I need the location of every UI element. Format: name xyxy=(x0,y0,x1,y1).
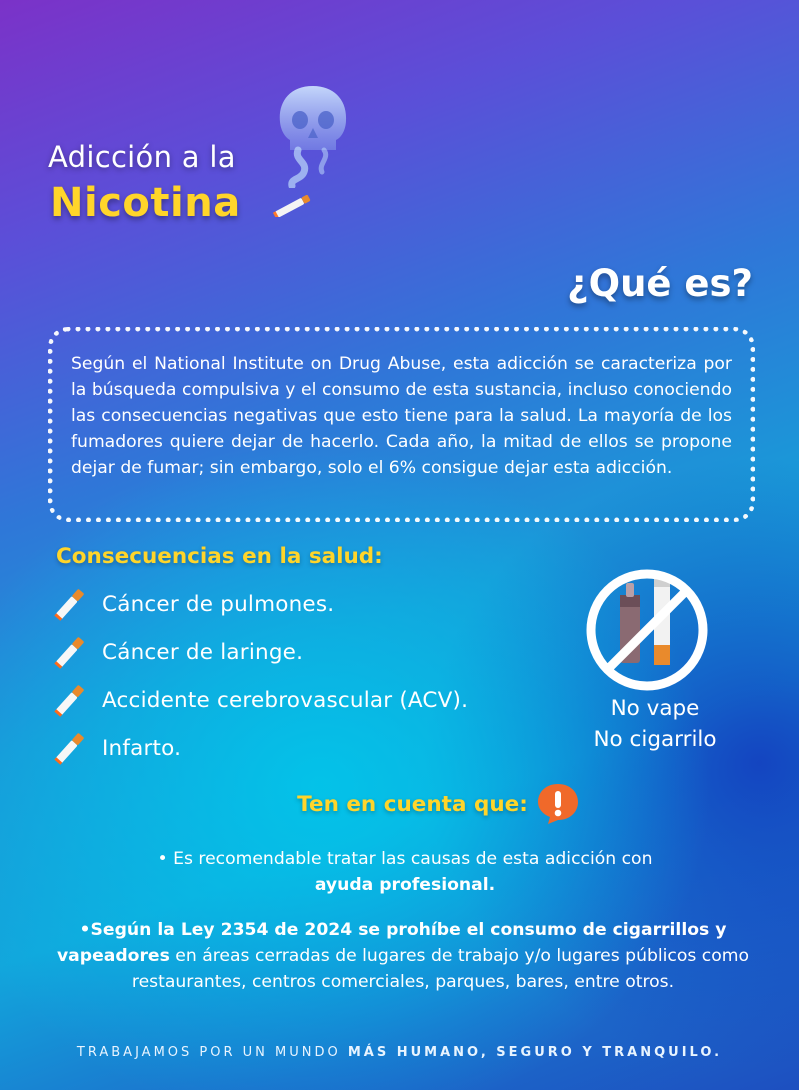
cigarette-icon xyxy=(50,632,90,672)
list-item-label: Accidente cerebrovascular (ACV). xyxy=(102,687,469,713)
section-heading-what: ¿Qué es? xyxy=(567,262,753,305)
no-vape-icon xyxy=(582,565,712,695)
keep-in-mind-header xyxy=(0,782,799,826)
title-line-1: Adicción a la xyxy=(48,140,236,174)
alert-icon xyxy=(534,782,582,826)
note-1 xyxy=(60,846,750,898)
no-vape-label xyxy=(560,693,750,755)
list-item xyxy=(50,632,303,672)
footer-slogan xyxy=(0,1045,799,1060)
list-item xyxy=(50,584,334,624)
cigarette-icon xyxy=(50,728,90,768)
note-2 xyxy=(50,917,756,995)
bullet: • xyxy=(79,920,91,940)
note-1-bold: ayuda profesional. xyxy=(314,875,496,895)
note-2-bold-b: vapeadores xyxy=(56,946,170,966)
title-line-2: Nicotina xyxy=(50,180,241,226)
smoke-skull-icon xyxy=(268,78,358,188)
note-1-text: Es recomendable tratar las causas de esta adicción con xyxy=(173,849,653,869)
bullet: • xyxy=(157,849,168,869)
list-item-label: Cáncer de laringe. xyxy=(102,639,304,665)
definition-box xyxy=(48,327,755,522)
note-2-bold-a: Según la Ley 2354 de 2024 se prohíbe el consumo de cigarrillos y xyxy=(90,920,727,940)
list-item-label: Infarto. xyxy=(102,735,182,761)
consequences-heading: Consecuencias en la salud: xyxy=(56,544,383,569)
list-item-label: Cáncer de pulmones. xyxy=(102,591,335,617)
list-item xyxy=(50,728,181,768)
cigarette-icon xyxy=(50,584,90,624)
definition-text: Según el National Institute on Drug Abuse, esta adicción se caracteriza por la búsqueda compulsiva y el consumo de esta sustancia, incluso conociendo las consecuencias negativas que esto tiene para la salud. La mayoría de los fumadores quiere dejar de hacerlo. Cada año, la mitad de ellos se propone dejar de fumar; sin embargo, solo el 6% consigue dejar esta adicción. xyxy=(71,354,732,478)
no-vape-line-2: No cigarrilo xyxy=(593,727,717,752)
cigarette-icon xyxy=(270,195,314,217)
list-item xyxy=(50,680,468,720)
keep-in-mind-heading: Ten en cuenta que: xyxy=(297,791,528,817)
footer-text: TRABAJAMOS POR UN MUNDO xyxy=(76,1045,348,1060)
no-vape-line-1: No vape xyxy=(610,696,700,721)
note-2-text: en áreas cerradas de lugares de trabajo y/o lugares públicos como restaurantes, centros comerciales, parques, bares, entre otros. xyxy=(131,946,750,992)
footer-bold: MÁS HUMANO, SEGURO Y TRANQUILO. xyxy=(347,1045,723,1060)
cigarette-icon xyxy=(50,680,90,720)
